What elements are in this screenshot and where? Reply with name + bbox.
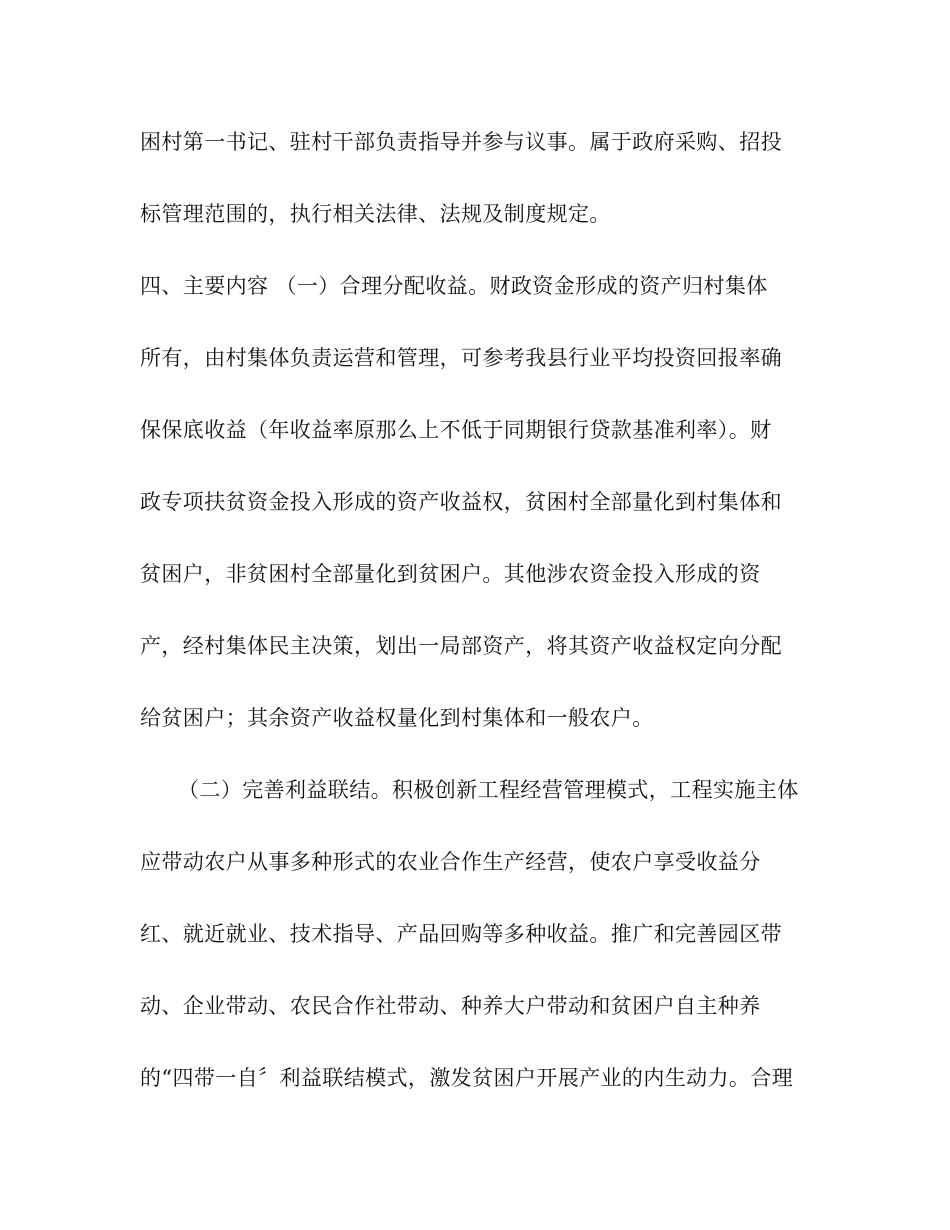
text-line-14: 的“四带一自〞利益联结模式，激发贫困户开展产业的内生动力。合理 bbox=[140, 1066, 794, 1090]
text-line-9: 给贫困户；其余资产收益权量化到村集体和一般农户。 bbox=[140, 706, 654, 730]
text-line-6: 政专项扶贫资金投入形成的资产收益权，贫困村全部量化到村集体和 bbox=[140, 490, 782, 514]
text-line-12: 红、就近就业、技术指导、产品回购等多种收益。推广和完善园区带 bbox=[140, 922, 782, 946]
text-line-11: 应带动农户从事多种形式的农业合作生产经营，使农户享受收益分 bbox=[140, 850, 761, 874]
text-line-7: 贫困户，非贫困村全部量化到贫困户。其他涉农资金投入形成的资 bbox=[140, 562, 761, 586]
text-line-5: 保保底收益（年收益率原那么上不低于同期银行贷款基准利率）。财 bbox=[140, 418, 772, 442]
text-line-4: 所有，由村集体负责运营和管理，可参考我县行业平均投资回报率确 bbox=[140, 346, 782, 370]
text-line-3-section-heading: 四、主要内容 （一）合理分配收益。财政资金形成的资产归村集体 bbox=[140, 274, 768, 298]
text-line-13: 动、企业带动、农民合作社带动、种养大户带动和贫困户自主种养 bbox=[140, 994, 761, 1018]
text-line-8: 产，经村集体民主决策，划出一局部资产，将其资产收益权定向分配 bbox=[140, 634, 782, 658]
text-line-1: 困村第一书记、驻村干部负责指导并参与议事。属于政府采购、招投 bbox=[140, 130, 782, 154]
text-line-10-subsection: （二）完善利益联结。积极创新工程经营管理模式，工程实施主体 bbox=[178, 778, 799, 802]
text-line-2: 标管理范围的，执行相关法律、法规及制度规定。 bbox=[140, 202, 611, 226]
